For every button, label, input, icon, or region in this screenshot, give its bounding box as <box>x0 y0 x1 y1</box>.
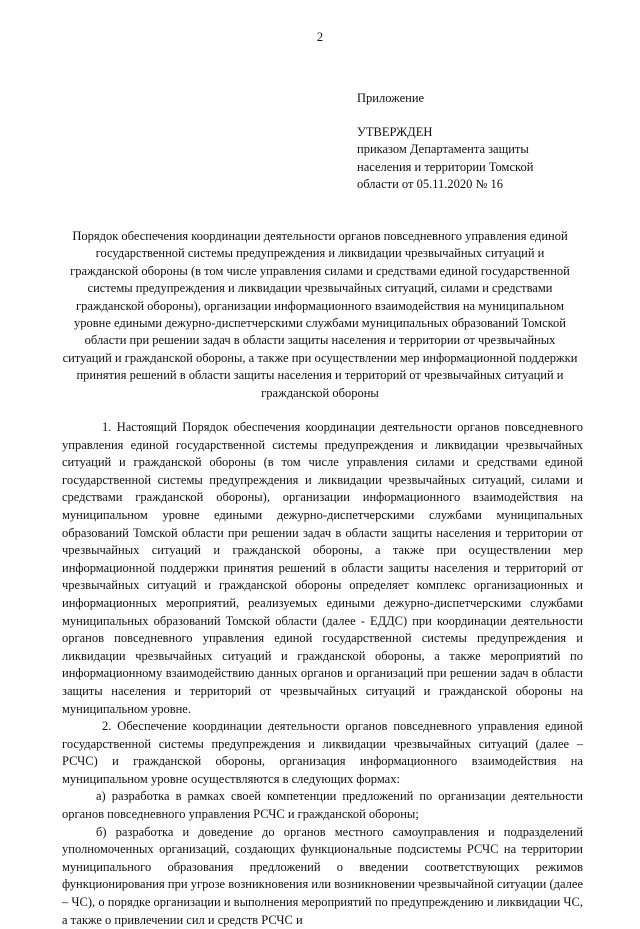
paragraph-2: 2. Обеспечение координации деятельности органов повседневного управления единой государственной системы предупреждения и ликвидации чрезвычайных ситуаций (далее – РСЧС) и гражданской обороны, организация информационного взаимодействия на муниципальном уровне осуществляются в следующих формах: <box>62 719 583 786</box>
appendix-label: Приложение <box>357 91 425 105</box>
paragraph-2a: а) разработка в рамках своей компетенции предложений по организации деятельности органов повседневного управления РСЧС и гражданской обороны; <box>62 789 583 822</box>
approval-block <box>357 90 557 194</box>
approved-heading: УТВЕРЖДЕН <box>357 124 433 139</box>
order-line-3: области от 05.11.2020 № 16 <box>357 177 504 191</box>
document-body <box>62 419 583 929</box>
paragraph-2b: б) разработка и доведение до органов местного самоуправления и подразделений уполномоченных организаций, создающих функциональные подсистемы РСЧС на территории муниципального образования предложений о введении соответствующих режимов функционирования при угрозе возникновения или возникновении чрезвычайной ситуации (далее – ЧС), о порядке организации и выполнения мероприятий по предупреждению и ликвидации ЧС, а также о привлечении сил и средств РСЧС и <box>62 824 583 927</box>
order-line-1: приказом Департамента защиты <box>357 142 529 156</box>
order-line-2: населения и территории Томской <box>357 159 534 174</box>
document-title: Порядок обеспечения координации деятельности органов повседневного управления единой государственной системы предупреждения и ликвидации чрезвычайных ситуаций и гражданской обороны (в том числе управления силами и средствами единой государственной системы предупреждения и ликвидации чрезвычайных ситуаций, силами и средствами гражданской обороны), организации информационного взаимодействия на муниципальном уровне едиными дежурно-диспетчерскими службами муниципальных образований Томской области при решении задач в области защиты населения и территории от чрезвычайных ситуаций и гражданской обороны, а также при осуществлении мер информационной поддержки принятия решений в области защиты населения и территорий от чрезвычайных ситуаций и гражданской обороны <box>62 229 578 400</box>
page-number: 2 <box>316 30 324 44</box>
spacer <box>357 108 557 124</box>
paragraph-1: 1. Настоящий Порядок обеспечения координации деятельности органов повседневного управления единой государственной системы предупреждения и ликвидации чрезвычайных ситуаций и гражданской обороны (в том числе управления силами и средствами единой государственной системы предупреждения и ликвидации чрезвычайных ситуаций, силами и средствами гражданской обороны), организации информационного взаимодействия на муниципальном уровне едиными дежурно-диспетчерскими службами муниципальных образований Томской области при решении задач в области защиты населения и территории от чрезвычайных ситуаций и гражданской обороны, а также при осуществлении мер информационной поддержки принятия решений в области защиты населения и территорий от чрезвычайных ситуаций и гражданской обороны определяет комплекс организационных и информационных мероприятий, реализуемых едиными дежурно-диспетчерскими службами муниципальных образований Томской области (далее - ЕДДС) при координации деятельности органов повседневного управления единой государственной системы предупреждения и ликвидации чрезвычайных ситуаций и гражданской обороны, а также мероприятий по информационному взаимодействию данных органов и организаций при решении задач в области защиты населения и территорий от чрезвычайных ситуаций и гражданской обороны на муниципальном уровне. <box>62 420 583 716</box>
